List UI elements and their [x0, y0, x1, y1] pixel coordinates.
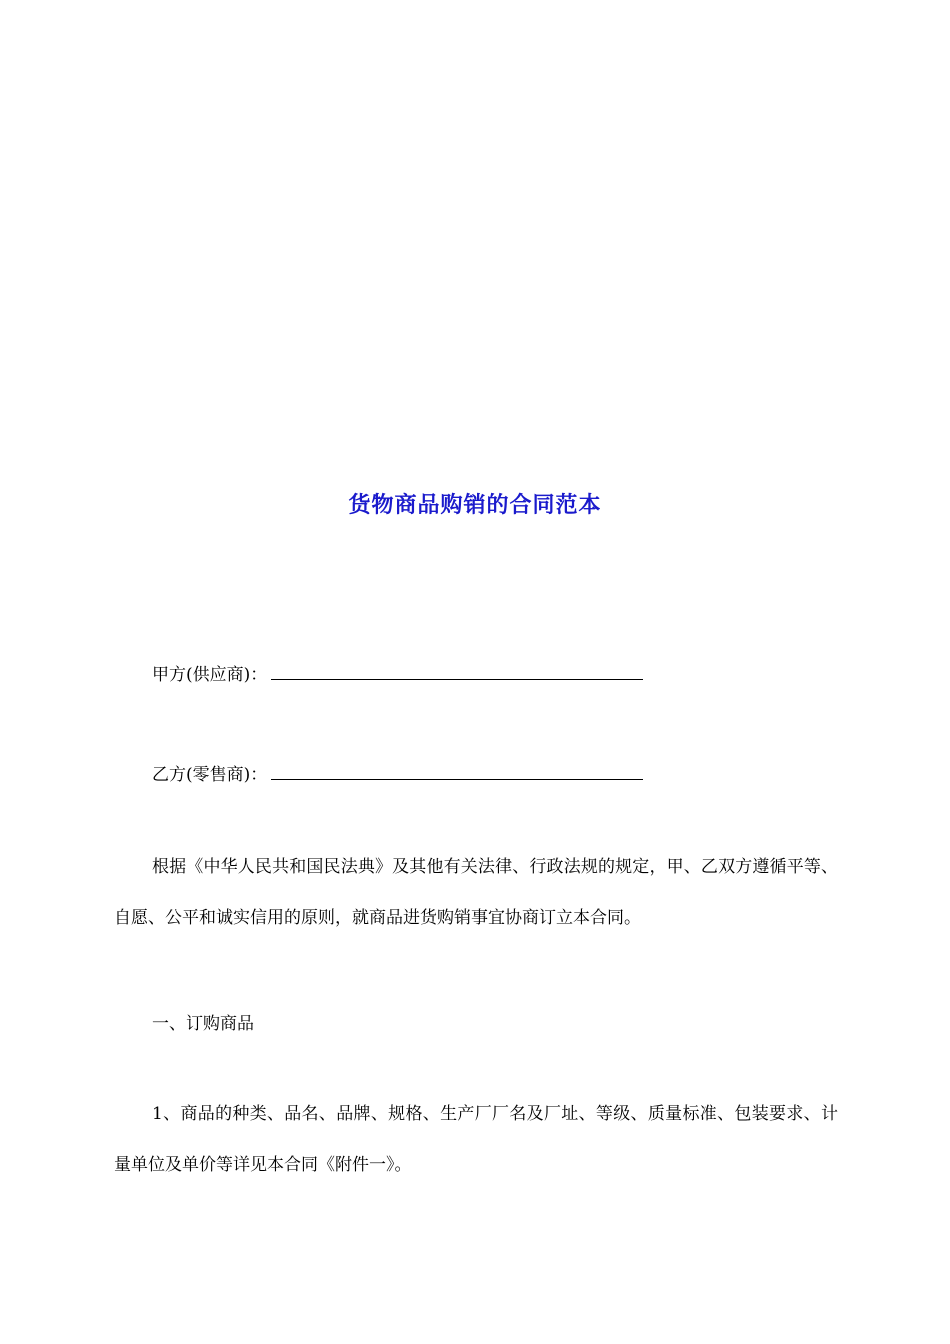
section-1-item-1: 1、商品的种类、品名、品牌、规格、生产厂厂名及厂址、等级、质量标准、包装要求、计量单位及单价等详见本合同《附件一》。	[114, 1104, 838, 1175]
party-a-blank-field	[271, 663, 643, 680]
document-title: 货物商品购销的合同范本	[348, 492, 602, 518]
intro-paragraph: 根据《中华人民共和国民法典》及其他有关法律、行政法规的规定，甲、乙双方遵循平等、自愿、公平和诚实信用的原则，就商品进货购销事宜协商订立本合同。	[114, 857, 838, 928]
section-1-heading: 一、订购商品	[152, 1014, 254, 1034]
party-a-line	[152, 660, 643, 685]
party-b-label: 乙方(零售商)：	[152, 765, 268, 785]
party-b-line	[152, 760, 643, 785]
party-b-blank-field	[271, 763, 643, 780]
party-a-label: 甲方(供应商)：	[152, 665, 268, 685]
